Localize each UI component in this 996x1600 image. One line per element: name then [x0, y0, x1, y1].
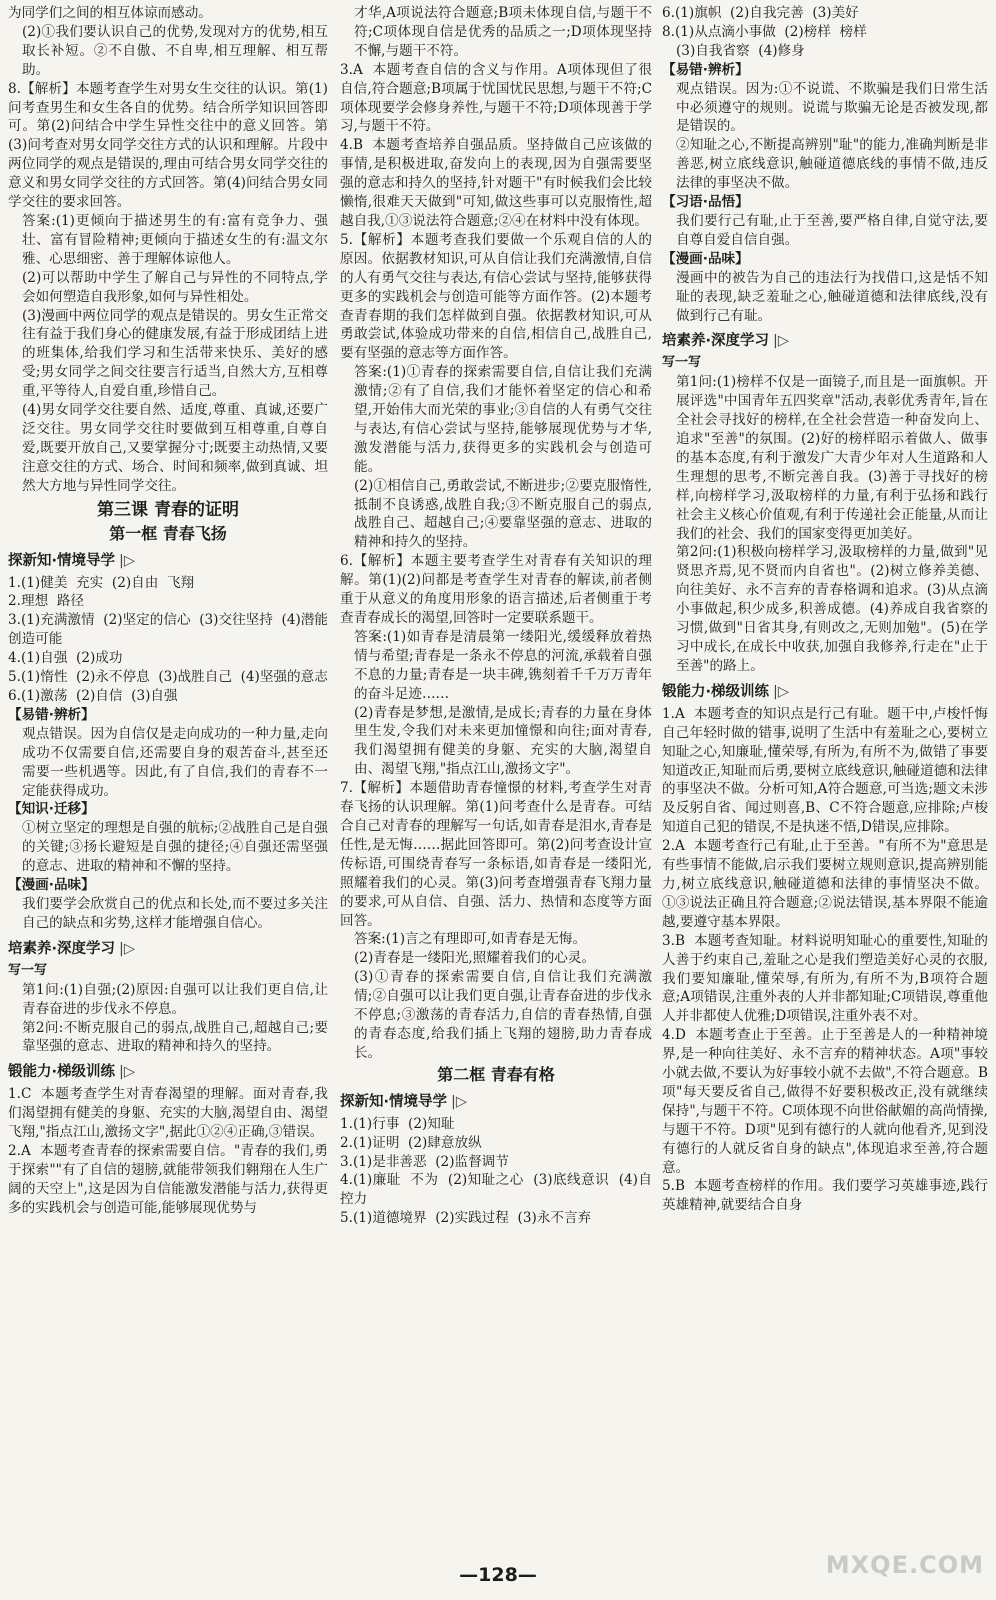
tag-heading: 【易错·辨析】 — [8, 706, 95, 723]
page-number: —128— — [459, 1564, 537, 1586]
text-block: (2)①我们要认识自己的优势,发现对方的优势,相互取长补短。②不自傲、不自卑,相互理解、相互帮助。 — [22, 23, 328, 78]
list-item: 6.(1)激荡 (2)自信 (3)自强 — [8, 688, 178, 704]
section-heading: 锻能力·梯级训练 |▷ — [662, 683, 790, 700]
text-block: ①树立坚定的理想是自强的航标;②战胜自己是自强的关键;③扬长避短是自强的捷径;④自强还需坚强的意志、进取的精神和不懈的坚持。 — [22, 820, 328, 875]
tag-heading: 【漫画·品味】 — [8, 877, 95, 894]
list-item: 1.(1)行事 (2)知耻 — [340, 1115, 455, 1132]
text-block: (2)青春是梦想,是激情,是成长;青春的力量在身体里生发,令我们对未来更加憧憬和向往;面对青春,我们渴望拥有健美的身躯、充实的大脑,渴望自由、渴望飞翔,"指点江山,激扬文字"。 — [354, 704, 652, 778]
tag-heading: 【易错·辨析】 — [662, 61, 749, 78]
text-block: 才华,A项说法符合题意;B项未体现自信,与题干不符;C项体现自信是优秀的品质之一;D项体现坚持不懈,与题干不符。 — [354, 5, 652, 59]
text-block: 我们要学会欣赏自己的优点和长处,而不要过多关注自己的缺点和劣势,这样才能增强自信心。 — [22, 895, 328, 931]
analysis-block: 7.【解析】本题借助青春憧憬的材料,考查学生对青春飞扬的认识理解。第(1)问考查什么是青春。可结合自己对青春的理解写一句话,如青春是泪水,青春是任性,是无悔……据此回答即可。第(2)问考查设计宣传标语,可围绕青春写一条标语,如青春是一缕阳光,照耀着我们的心灵。第(3)问考查增强青春飞翔力量的要求,可从自信、自强、活力、热情和态度等方面回答。 — [340, 780, 652, 929]
question-answer: 4.D 本题考查止于至善。止于至善是人的一种精神境界,是一种向往美好、永不言弃的精神状态。A项"事较小就去做,不要认为好事较小就不去做",不符合题意。B项"每天要反省自己,做得不好要积极改正,没有就继续保持",与题干不符。C项体现不向世俗献媚的高尚情操,与题干不符。D项"见到有德行的人就向他看齐,见到没有德行的人就反省自身的缺点",体现追求至善,符合题意。 — [662, 1027, 988, 1176]
question-answer: 3.B 本题考查知耻。材料说明知耻心的重要性,知耻的人善于约束自己,羞耻之心是我们塑造美好心灵的衣服,我们要知廉耻,懂荣辱,有所为,有所不为,B项符合题意;A项错误,注重外表的人并非都知耻;C项错误,尊重他人并非都使人优雅;D项错误,注重外表不对。 — [662, 932, 988, 1025]
column-left — [8, 4, 337, 1218]
list-item: 4.(1)自强 (2)成功 — [8, 650, 123, 667]
list-item: 5.(1)道德境界 (2)实践过程 (3)永不言弃 — [340, 1210, 592, 1227]
section-arrow-icon: |▷ — [451, 1093, 468, 1110]
question-answer: 4.B 本题考查培养自强品质。坚持做自己应该做的事情,是积极进取,奋发向上的表现,因为自强需要坚强的意志和持久的坚持,针对题干"有时候我们会比较懒惰,很难天天做到"可知,做这些事可以克服惰性,超越自我,①③说法符合题意;②④在材料中没有体现。 — [340, 137, 652, 229]
list-item: 8.(1)从点滴小事做 (2)榜样 榜样 — [662, 23, 867, 40]
list-item: 1.(1)健美 充实 (2)自由 飞翔 — [8, 574, 195, 591]
subheading: 写一写 — [8, 962, 48, 978]
answer-block: 答案:(1)①青春的探索需要自信,自信让我们充满激情;②有了自信,我们才能怀着坚定的信心和希望,开始伟大而光荣的事业;③自信的人有勇气交往与表达,有信心尝试与坚持,能够展现优势与才华,激发潜能与活力,获得更多的实践机会与创造可能。 — [354, 364, 652, 475]
section-heading: 锻能力·梯级训练 |▷ — [8, 1064, 136, 1081]
analysis-block: 8.【解析】本题考查学生对男女生交往的认识。第(1)问考查男生和女生各自的优势。结合所学知识回答即可。第(2)问结合中学生异性交往中的意义回答。第(3)问考查对男女同学交往方式的认识和理解。片段中两位同学的观点是错误的,理由可结合男女同学交往的意义和男女同学交往的方式回答。第(4)问结合男女同学交往的要求回答。 — [8, 80, 328, 211]
tag-heading: 【习语·品悟】 — [662, 194, 749, 211]
text-block: (3)漫画中两位同学的观点是错误的。男女生正常交往有益于我们身心的健康发展,有益于形成团结上进的班集体,给我们学习和生活带来快乐、美好的感受;男女同学之间交往要言行适当,自然大方,互相尊重,平等待人,自爱自重,珍惜自己。 — [22, 307, 328, 400]
list-item: 3.(1)是非善恶 (2)监督调节 — [340, 1153, 509, 1170]
text-block: 第1问:(1)榜样不仅是一面镜子,而且是一面旗帜。开展评选"中国青年五四奖章"活动,表彰优秀青年,旨在全社会寻找好的榜样,在全社会营造一种奋发向上、追求"至善"的氛围。(2)好的榜样昭示着做人、做事的基本态度,有利于激发广大青少年对人生道路和人生理想的思考,不断完善自我。(3)善于寻找好的榜样,向榜样学习,汲取榜样的力量,有利于弘扬和践行社会主义核心价值观,有利于传递社会正能量,从而让我们的社会、我们的国家变得更加美好。 — [676, 374, 988, 542]
list-item: 6.(1)旗帜 (2)自我完善 (3)美好 — [662, 5, 859, 21]
list-item: 2.理想 路径 — [8, 593, 84, 610]
section-heading: 探新知·情境导学 |▷ — [8, 552, 136, 569]
text-block: (2)①相信自己,勇敢尝试,不断进步;②要克服惰性,抵制不良诱惑,战胜自我;③不断克服自己的弱点,战胜自己、超越自己;④要靠坚强的意志、进取的精神和持久的坚持。 — [354, 477, 652, 551]
answer-block: 答案:(1)更倾向于描述男生的有:富有竞争力、强壮、富有冒险精神;更倾向于描述女生的有:温文尔雅、心思细密、善于理解体谅他人。 — [22, 212, 328, 267]
section-arrow-icon: |▷ — [773, 333, 790, 350]
question-answer: 1.A 本题考查的知识点是行己有耻。题干中,卢梭忏悔自己年轻时做的错事,说明了生活中有羞耻之心,要树立知耻之心,知廉耻,懂荣辱,有所为,有所不为,做错了事要知道改正,知耻而后勇,要树立底线意识,触碰道德和法律的事坚决不做。分析可知,A符合题意,可当选;题文未涉及反躬自省、闻过则喜,B、C不符合题意,应排除;卢梭知道自己犯的错误,不是执迷不悟,D错误,应排除。 — [662, 705, 988, 836]
tag-heading: 【知识·迁移】 — [8, 801, 95, 818]
list-item: 4.(1)廉耻 不为 (2)知耻之心 (3)底线意识 (4)自控力 — [340, 1172, 652, 1208]
section-heading: 培素养·深度学习 |▷ — [662, 333, 790, 350]
list-item: 3.(1)充满激情 (2)坚定的信心 (3)交往坚持 (4)潜能 创造可能 — [8, 612, 337, 648]
text-block: 漫画中的被告为自己的违法行为找借口,这是恬不知耻的表现,缺乏羞耻之心,触碰道德和法律底线,没有做到行己有耻。 — [676, 269, 988, 324]
text-block: 为同学们之间的相互体谅而感动。 — [8, 5, 212, 21]
frame-title: 第二框 青春有格 — [437, 1064, 555, 1084]
text-block: (4)男女同学交往要自然、适度,尊重、真诚,还要广泛交往。男女同学交往时要做到互相尊重,自尊自爱,既要开放自己,又要掌握分寸;既要主动热情,又要注意交往的方式、场合、时间和频率,做到真诚、坦然大方地与异性同学交往。 — [22, 402, 328, 494]
column-right — [662, 4, 988, 1215]
lesson-title: 第三课 青春的证明 — [97, 499, 239, 520]
text-block: 我们要行己有耻,止于至善,要严格自律,自觉守法,要自尊自爱自信自强。 — [676, 212, 988, 248]
subheading: 写一写 — [662, 355, 702, 371]
question-answer: 5.B 本题考查榜样的作用。我们要学习英雄事迹,践行英雄精神,就要结合自身 — [662, 1178, 988, 1214]
column-middle — [340, 4, 652, 1228]
watermark: MXQE.COM — [825, 1551, 984, 1579]
list-item: 5.(1)惰性 (2)永不停息 (3)战胜自己 (4)坚强的意志 — [8, 669, 328, 686]
question-answer: 1.C 本题考查学生对青春渴望的理解。面对青春,我们渴望拥有健美的身躯、充实的大脑,渴望自由、渴望飞翔,"指点江山,激扬文字",据此①②④正确,③错误。 — [8, 1086, 328, 1141]
text-block: ②知耻之心,不断提高辨别"耻"的能力,准确判断是非善恶,树立底线意识,触碰道德底线的事情不做,违反法律的事坚决不做。 — [676, 137, 988, 192]
list-item: (3)自我省察 (4)修身 — [676, 42, 805, 59]
text-block: (2)可以帮助中学生了解自己与异性的不同特点,学会如何塑造自我形象,如何与异性相处。 — [22, 269, 328, 305]
tag-heading: 【漫画·品味】 — [662, 250, 749, 267]
text-block: (3)①青春的探索需要自信,自信让我们充满激情;②自强可以让我们更自强,让青春奋进的步伐永不停息;③激荡的青春活力,自信的青春热情,自强的青春态度,给我们插上飞翔的翅膀,助力青春成长。 — [354, 969, 652, 1061]
analysis-block: 5.【解析】本题考查我们要做一个乐观自信的人的原因。依据教材知识,可从自信让我们充满激情,自信的人有勇气交往与表达,有信心尝试与坚持,能够获得更多的实践机会与创造可能等方面作答。(2)本题考查青春期的我们怎样做到自强。依据教材知识,可从勇敢尝试,体验成功带来的自信,相信自己,战胜自己,要有坚强的意志等方面作答。 — [340, 231, 652, 362]
section-heading: 探新知·情境导学 |▷ — [340, 1093, 468, 1110]
text-block: 第2问:(1)积极向榜样学习,汲取榜样的力量,做到"见贤思齐焉,见不贤而内自省也"。(2)树立修养美德、向往美好、永不言弃的青春格调和追求。(3)从点滴小事做起,积少成多,积善成德。(4)养成自我省察的习惯,做到"日省其身,有则改之,无则加勉"。(5)在学习中成长,在成长中收获,加强自我修养,行走在"止于至善"的路上。 — [676, 544, 988, 674]
text-block: (2)青春是一缕阳光,照耀着我们的心灵。 — [354, 950, 596, 967]
section-arrow-icon: |▷ — [773, 683, 790, 700]
question-answer: 2.A 本题考查青春的探索需要自信。"青春的我们,勇于探索""有了自信的翅膀,就能带领我们翱翔在人生广阔的天空上",这是因为自信能激发潜能与活力,获得更多的实践机会与创造可能,能够展现优势与 — [8, 1143, 328, 1216]
answer-block: 答案:(1)言之有理即可,如青春是无悔。 — [354, 931, 587, 948]
question-answer: 2.A 本题考查行己有耻,止于至善。"有所不为"意思是有些事情不能做,启示我们要树立规则意识,提高辨别能力,树立底线意识,触碰道德和法律的事情坚决不做。①③说法正确且符合题意;②说法错误,基本界限不能逾越,要遵守基本界限。 — [662, 838, 988, 930]
text-block: 第1问:(1)自强;(2)原因:自强可以让我们更自信,让青春奋进的步伐永不停息。 — [22, 981, 328, 1017]
section-arrow-icon: |▷ — [119, 552, 136, 569]
text-block: 第2问:不断克服自己的弱点,战胜自己,超越自己;要靠坚强的意志、进取的精神和持久的坚持。 — [22, 1019, 328, 1055]
text-block: 观点错误。因为:①不说谎、不欺骗是我们日常生活中必须遵守的规则。说谎与欺骗无论是否被发现,都是错误的。 — [676, 80, 988, 135]
text-block: 观点错误。因为自信仅是走向成功的一种力量,走向成功不仅需要自信,还需要自身的艰苦奋斗,甚至还需要一些机遇等。因此,有了自信,我们的青春不一定能获得成功。 — [22, 725, 328, 799]
list-item: 2.(1)证明 (2)肆意放纵 — [340, 1134, 482, 1151]
frame-title: 第一框 青春飞扬 — [109, 523, 227, 543]
section-arrow-icon: |▷ — [119, 1064, 136, 1081]
analysis-block: 6.【解析】本题主要考查学生对青春有关知识的理解。第(1)(2)问都是考查学生对青春的解读,前者侧重于从意义的角度用形象的语言描述,后者侧重于考查青春成长的渴望,回答时一定要联系题干。 — [340, 553, 652, 626]
answer-block: 答案:(1)如青春是清晨第一缕阳光,缓缓释放着热情与希望;青春是一条永不停息的河流,承载着自强不息的力量;青春是一块丰碑,镌刻着千千万万青年的奋斗足迹…… — [354, 628, 652, 702]
section-heading: 培素养·深度学习 |▷ — [8, 940, 136, 957]
question-answer: 3.A 本题考查自信的含义与作用。A项体现但了很自信,符合题意;B项属于忧国忧民思想,与题干不符;C项体现要学会修身养性,与题干不符;D项体现善于学习,与题干不符。 — [340, 61, 652, 135]
section-arrow-icon: |▷ — [119, 940, 136, 957]
